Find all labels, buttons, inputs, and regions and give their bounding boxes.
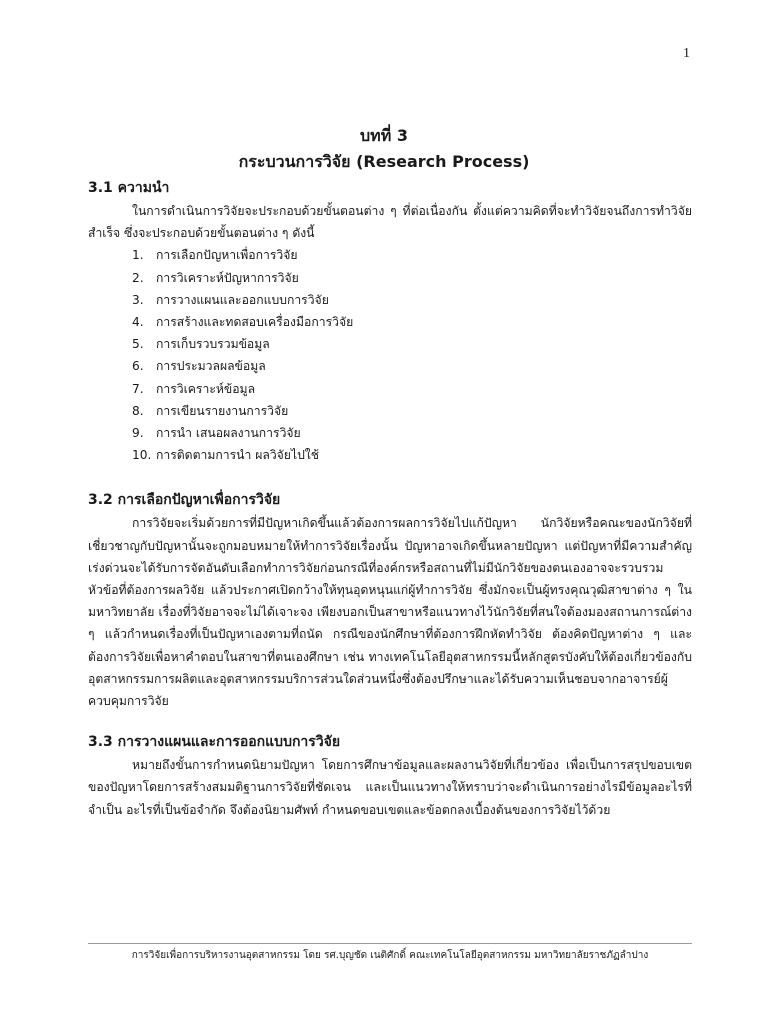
list-number: 7. <box>132 381 144 396</box>
list-item <box>88 444 692 466</box>
section-introduction <box>88 176 692 466</box>
page-number: 1 <box>683 46 690 61</box>
section-heading: 3.3 การวางแผนและการออกแบบการวิจัย <box>88 734 341 751</box>
list-text: การติดตามการนำ ผลวิจัยไปใช้ <box>156 448 320 463</box>
list-number: 8. <box>132 403 144 418</box>
list-item <box>88 355 692 377</box>
list-item <box>88 244 692 266</box>
process-steps-list <box>88 244 692 466</box>
list-number: 3. <box>132 292 144 307</box>
list-number: 9. <box>132 426 144 441</box>
list-item <box>88 289 692 311</box>
section-heading: 3.1 ความนำ <box>88 180 170 196</box>
list-text: การวิเคราะห์ข้อมูล <box>156 381 256 396</box>
section-problem-selection <box>88 488 692 712</box>
list-number: 5. <box>132 337 144 352</box>
list-text: การเลือกปัญหาเพื่อการวิจัย <box>156 248 298 263</box>
section-paragraph: ในการดำเนินการวิจัยจะประกอบด้วยขั้นตอนต่าง ๆ ที่ต่อเนื่องกัน ตั้งแต่ความคิดที่จะทำวิจัยจนถึงการทำวิจัยสำเร็จ ซึ่งจะประกอบด้วยขั้นตอนต่าง ๆ ดังนี้ <box>88 204 692 241</box>
list-item <box>88 378 692 400</box>
page-footer: การวิจัยเพื่อการบริหารงานอุตสาหกรรม โดย รศ.บุญชัด เนติศักดิ์ คณะเทคโนโลยีอุตสาหกรรม มหาวิทยาลัยราชภัฏลำปาง <box>131 950 649 961</box>
section-spacer <box>88 712 692 730</box>
document-body <box>88 176 692 821</box>
section-paragraph: หมายถึงขั้นการกำหนดนิยามปัญหา โดยการศึกษาข้อมูลและผลงานวิจัยที่เกี่ยวข้อง เพื่อเป็นการสรุปขอบเขตของปัญหาโดยการสร้างสมมติฐานการวิจัยที่ชัดเจน และเป็นแนวทางให้ทราบว่าจะดำเนินการอย่างไรมีข้อมูลอะไรที่จำเป็น อะไรที่เป็นข้อจำกัด จึงต้องนิยามศัพท์ กำหนดขอบเขตและข้อตกลงเบื้องต้นของการวิจัยไว้ด้วย <box>88 758 692 817</box>
list-number: 10. <box>132 448 152 463</box>
list-text: การเก็บรวบรวมข้อมูล <box>156 337 270 352</box>
section-paragraph: การวิจัยจะเริ่มด้วยการที่มีปัญหาเกิดขึ้นแล้วต้องการผลการวิจัยไปแก้ปัญหา นักวิจัยหรือคณะของนักวิจัยที่เชี่ยวชาญกับปัญหานั้นจะถูกมอบหมายให้ทำการวิจัยเรื่องนั้น ปัญหาอาจเกิดขึ้นหลายปัญหา แต่ปัญหาที่มีความสำคัญเร่งด่วนจะได้รับการจัดอันดับเลือกทำการวิจัยก่อนกรณีที่องค์กรหรือสถานที่ไม่มีนักวิจัยของตนเองอาจจะรวบรวมหัวข้อที่ต้องการผลวิจัย แล้วประกาศเปิดกว้างให้ทุนอุดหนุนแก่ผู้ทำการวิจัย ซึ่งมักจะเป็นผู้ทรงคุณวุฒิสาขาต่าง ๆ ในมหาวิทยาลัย เรื่องที่วิจัยอาจจะไม่ได้เจาะจง เพียงบอกเป็นสาขาหรือแนวทางไว้นักวิจัยที่สนใจต้องมองสถานการณ์ต่าง ๆ แล้วกำหนดเรื่องที่เป็นปัญหาเองตามที่ถนัด กรณีของนักศึกษาที่ต้องการฝึกหัดทำวิจัย ต้องคิดปัญหาต่าง ๆ และต้องการวิจัยเพื่อหาคำตอบในสาขาที่ตนเองศึกษา เช่น ทางเทคโนโลยีอุตสาหกรรมนี้หลักสูตรบังคับให้ต้องเกี่ยวข้องกับอุตสาหกรรมการผลิตและอุตสาหกรรมบริการส่วนใดส่วนหนึ่งซึ่งต้องปรึกษาและได้รับความเห็นชอบจากอาจารย์ผู้ควบคุมการวิจัย <box>88 516 692 709</box>
list-text: การวิเคราะห์ปัญหาการวิจัย <box>156 270 299 285</box>
list-number: 1. <box>132 248 144 263</box>
list-item <box>88 311 692 333</box>
list-number: 6. <box>132 359 144 374</box>
section-spacer <box>88 466 692 488</box>
section-heading: 3.2 การเลือกปัญหาเพื่อการวิจัย <box>88 492 281 509</box>
list-item <box>88 400 692 422</box>
list-number: 2. <box>132 270 144 285</box>
list-text: การวางแผนและออกแบบการวิจัย <box>156 292 329 307</box>
section-research-design <box>88 730 692 821</box>
list-text: การเขียนรายงานการวิจัย <box>156 403 289 418</box>
footer-divider <box>88 943 692 944</box>
list-text: การประมวลผลข้อมูล <box>156 359 266 374</box>
list-text: การสร้างและทดสอบเครื่องมือการวิจัย <box>156 315 354 330</box>
chapter-label: บทที่ 3 <box>360 126 408 145</box>
list-number: 4. <box>132 315 144 330</box>
list-text: การนำ เสนอผลงานการวิจัย <box>156 426 301 441</box>
list-item <box>88 422 692 444</box>
list-item <box>88 333 692 355</box>
chapter-title: กระบวนการวิจัย (Research Process) <box>238 152 530 171</box>
list-item <box>88 267 692 289</box>
